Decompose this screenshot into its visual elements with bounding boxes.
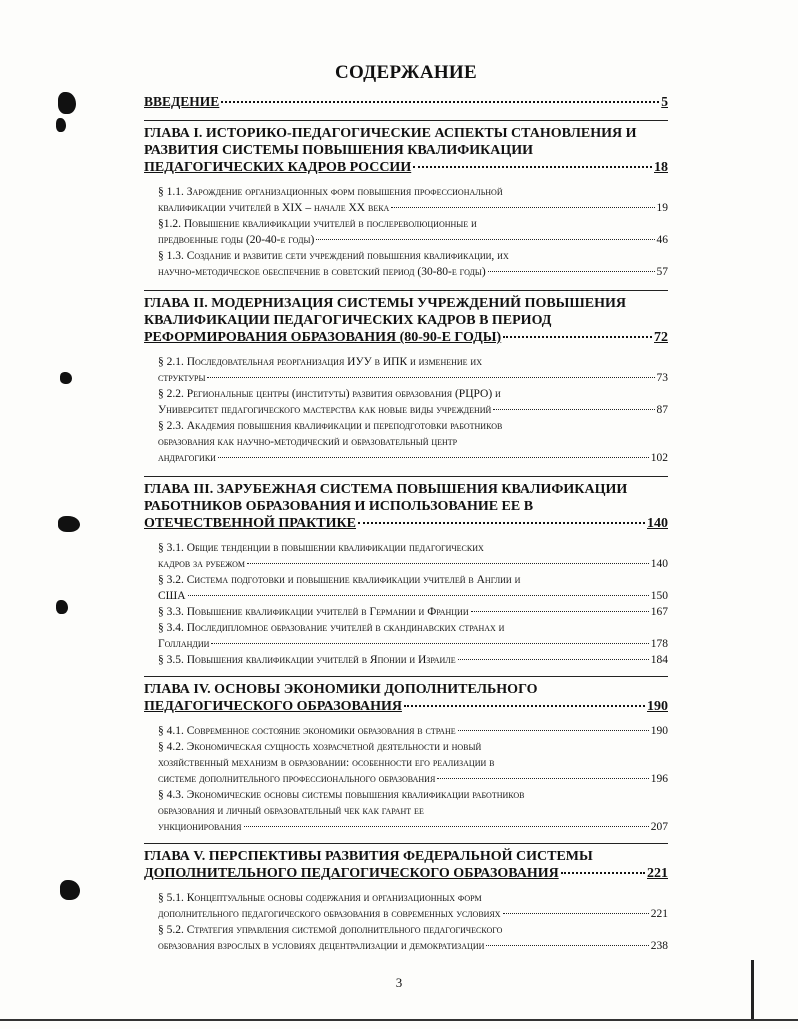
section-list	[144, 715, 668, 839]
section-text-line: § 3.4. Последипломное образование учителей в скандинавских странах и	[158, 622, 505, 634]
toc-intro-page: 5	[661, 94, 668, 109]
dot-leader	[404, 705, 645, 707]
chapter-page: 72	[654, 330, 668, 345]
section-entry[interactable]	[158, 620, 668, 652]
section-last-line: § 4.1. Современное состояние экономики образования в стране	[158, 725, 456, 737]
section-entry[interactable]	[158, 184, 668, 216]
section-page: 150	[650, 590, 668, 602]
dot-leader	[413, 166, 652, 168]
dot-leader	[244, 826, 649, 827]
section-row	[158, 771, 668, 787]
section-row	[158, 652, 668, 668]
dot-leader	[358, 522, 645, 524]
section-entry[interactable]	[158, 604, 668, 620]
chapter-heading-last-line: ДОПОЛНИТЕЛЬНОГО ПЕДАГОГИЧЕСКОГО ОБРАЗОВАНИЯ	[144, 866, 559, 881]
section-last-line: предвоенные годы (20-40-е годы)	[158, 234, 315, 246]
section-row	[158, 819, 668, 835]
dot-leader	[316, 239, 654, 240]
section-row	[158, 402, 668, 418]
section-entry[interactable]	[158, 652, 668, 668]
section-row	[158, 370, 668, 386]
section-row	[158, 264, 668, 280]
dot-leader	[503, 913, 649, 914]
section-entry[interactable]	[158, 723, 668, 739]
section-last-line: квалификации учителей в XIX – начале XX века	[158, 202, 390, 214]
dot-leader	[493, 409, 654, 410]
chapter-block	[144, 676, 668, 839]
section-text-line: образования и личный образовательный чек как гарант ее	[158, 805, 424, 817]
scan-blot	[58, 92, 76, 114]
section-text-line: § 4.3. Экономические основы системы повышения квалификации работников	[158, 789, 525, 801]
page-title: СОДЕРЖАНИЕ	[335, 62, 477, 83]
chapter-page: 190	[647, 699, 668, 714]
section-page: 19	[656, 202, 668, 214]
section-entry[interactable]	[158, 386, 668, 418]
chapter-block	[144, 476, 668, 672]
section-last-line: Голландии	[158, 638, 210, 650]
section-last-line: андрагогики	[158, 452, 216, 464]
section-last-line: § 3.5. Повышения квалификации учителей в Японии и Израиле	[158, 654, 456, 666]
section-last-line: США	[158, 590, 186, 602]
dot-leader	[207, 377, 654, 378]
chapter-heading-line: ГЛАВА IV. ОСНОВЫ ЭКОНОМИКИ ДОПОЛНИТЕЛЬНОГО	[144, 682, 538, 697]
section-row	[158, 723, 668, 739]
section-text-line: § 2.1. Последовательная реорганизация ИУУ в ИПК и изменение их	[158, 356, 482, 368]
dot-leader	[391, 207, 654, 208]
chapter-entry[interactable]	[144, 865, 668, 882]
dot-leader	[221, 101, 659, 103]
section-page: 207	[650, 821, 668, 833]
dot-leader	[188, 595, 649, 596]
section-entry[interactable]	[158, 540, 668, 572]
page-number: 3	[395, 975, 403, 990]
section-last-line: образования взрослых в условиях децентрализации и демократизации	[158, 940, 485, 952]
section-entry[interactable]	[158, 354, 668, 386]
section-page: 221	[650, 908, 668, 920]
chapter-page: 221	[647, 866, 668, 881]
section-text-line: § 2.3. Академия повышения квалификации и переподготовки работников	[158, 420, 503, 432]
section-last-line: дополнительного педагогического образования в современных условиях	[158, 908, 501, 920]
section-list	[144, 532, 668, 672]
section-text-line: § 3.2. Система подготовки и повышение квалификации учителей в Англии и	[158, 574, 521, 586]
section-last-line: Университет педагогического мастерства как новые виды учреждений	[158, 404, 492, 416]
section-page: 102	[650, 452, 668, 464]
section-last-line: кадров за рубежом	[158, 558, 246, 570]
section-entry[interactable]	[158, 890, 668, 922]
section-page: 87	[656, 404, 668, 416]
section-entry[interactable]	[158, 216, 668, 248]
section-last-line: системе дополнительного профессионального образования	[158, 773, 436, 785]
chapter-heading-line: ГЛАВА I. ИСТОРИКО-ПЕДАГОГИЧЕСКИЕ АСПЕКТЫ СТАНОВЛЕНИЯ И	[144, 126, 637, 141]
section-text-line: § 1.1. Зарождение организационных форм повышения профессиональной	[158, 186, 503, 198]
section-list	[144, 346, 668, 470]
section-row	[158, 200, 668, 216]
chapter-block	[144, 120, 668, 284]
section-page: 238	[650, 940, 668, 952]
section-text-line: § 3.1. Общие тенденции в повышении квалификации педагогических	[158, 542, 484, 554]
chapter-heading-line: РАБОТНИКОВ ОБРАЗОВАНИЯ И ИСПОЛЬЗОВАНИЕ ЕЕ В	[144, 499, 534, 514]
section-entry[interactable]	[158, 739, 668, 787]
chapter-heading-line: ГЛАВА III. ЗАРУБЕЖНАЯ СИСТЕМА ПОВЫШЕНИЯ КВАЛИФИКАЦИИ	[144, 482, 628, 497]
dot-leader	[458, 659, 649, 660]
scan-blot	[58, 516, 80, 532]
scan-blot	[56, 118, 66, 132]
section-entry[interactable]	[158, 922, 668, 954]
chapter-entry[interactable]	[144, 515, 668, 532]
toc-intro[interactable]	[144, 94, 668, 110]
section-last-line: структуры	[158, 372, 206, 384]
chapter-heading-line: ГЛАВА V. ПЕРСПЕКТИВЫ РАЗВИТИЯ ФЕДЕРАЛЬНОЙ СИСТЕМЫ	[144, 849, 593, 864]
section-page: 184	[650, 654, 668, 666]
section-row	[158, 938, 668, 954]
section-entry[interactable]	[158, 787, 668, 835]
section-text-line: хозяйственный механизм в образовании: особенности его реализации в	[158, 757, 495, 769]
section-list	[144, 176, 668, 284]
section-page: 190	[650, 725, 668, 737]
chapter-entry[interactable]	[144, 159, 668, 176]
chapter-page: 140	[647, 516, 668, 531]
section-page: 46	[656, 234, 668, 246]
chapter-entry[interactable]	[144, 698, 668, 715]
table-of-contents	[144, 62, 668, 958]
dot-leader	[247, 563, 649, 564]
section-entry[interactable]	[158, 572, 668, 604]
dot-leader	[503, 336, 652, 338]
section-last-line: ункционирования	[158, 821, 242, 833]
dot-leader	[471, 611, 649, 612]
section-row	[158, 906, 668, 922]
chapter-page: 18	[654, 160, 668, 175]
section-row	[158, 232, 668, 248]
dot-leader	[561, 872, 645, 874]
chapter-heading-last-line: ОТЕЧЕСТВЕННОЙ ПРАКТИКЕ	[144, 516, 356, 531]
scan-blot	[60, 372, 72, 384]
section-row	[158, 636, 668, 652]
dot-leader	[488, 271, 655, 272]
section-text-line: § 5.2. Стратегия управления системой дополнительного педагогического	[158, 924, 503, 936]
section-text-line: § 1.3. Создание и развитие сети учреждений повышения квалификации, их	[158, 250, 509, 262]
chapter-heading-last-line: ПЕДАГОГИЧЕСКОГО ОБРАЗОВАНИЯ	[144, 699, 402, 714]
section-row	[158, 556, 668, 572]
chapter-heading-last-line: ПЕДАГОГИЧЕСКИХ КАДРОВ РОССИИ	[144, 160, 412, 175]
dot-leader	[218, 457, 649, 458]
section-text-line: § 5.1. Концептуальные основы содержания и организационных форм	[158, 892, 482, 904]
section-text-line: образования как научно-методический и образовательный центр	[158, 436, 458, 448]
scan-edge	[0, 1019, 798, 1021]
dot-leader	[437, 778, 648, 779]
dot-leader	[486, 945, 648, 946]
chapter-block	[144, 843, 668, 958]
chapter-block	[144, 290, 668, 470]
section-text-line: § 2.2. Региональные центры (институты) развития образования (РЦРО) и	[158, 388, 501, 400]
dot-leader	[211, 643, 648, 644]
section-row	[158, 588, 668, 604]
chapter-list	[144, 120, 668, 958]
scan-blot	[56, 600, 68, 614]
section-text-line: § 4.2. Экономическая сущность хозрасчетной деятельности и новый	[158, 741, 482, 753]
scan-blot	[60, 880, 80, 900]
section-last-line: § 3.3. Повышение квалификации учителей в Германии и Франции	[158, 606, 469, 618]
section-page: 57	[656, 266, 668, 278]
section-page: 73	[656, 372, 668, 384]
section-row	[158, 604, 668, 620]
chapter-heading-line: КВАЛИФИКАЦИИ ПЕДАГОГИЧЕСКИХ КАДРОВ В ПЕРИОД	[144, 313, 552, 328]
chapter-heading-line: РАЗВИТИЯ СИСТЕМЫ ПОВЫШЕНИЯ КВАЛИФИКАЦИИ	[144, 143, 534, 158]
section-entry[interactable]	[158, 418, 668, 466]
section-row	[158, 450, 668, 466]
chapter-entry[interactable]	[144, 329, 668, 346]
section-page: 196	[650, 773, 668, 785]
toc-intro-label: ВВЕДЕНИЕ	[144, 94, 220, 109]
section-page: 167	[650, 606, 668, 618]
section-text-line: §1.2. Повышение квалификации учителей в послереволюционные и	[158, 218, 477, 230]
section-page: 178	[650, 638, 668, 650]
section-entry[interactable]	[158, 248, 668, 280]
section-list	[144, 882, 668, 958]
section-page: 140	[650, 558, 668, 570]
chapter-heading-line: ГЛАВА II. МОДЕРНИЗАЦИЯ СИСТЕМЫ УЧРЕЖДЕНИЙ ПОВЫШЕНИЯ	[144, 296, 627, 311]
dot-leader	[458, 730, 649, 731]
section-last-line: научно-методическое обеспечение в советский период (30-80-е годы)	[158, 266, 486, 278]
chapter-heading-last-line: РЕФОРМИРОВАНИЯ ОБРАЗОВАНИЯ (80-90-Е ГОДЫ)	[144, 330, 502, 345]
